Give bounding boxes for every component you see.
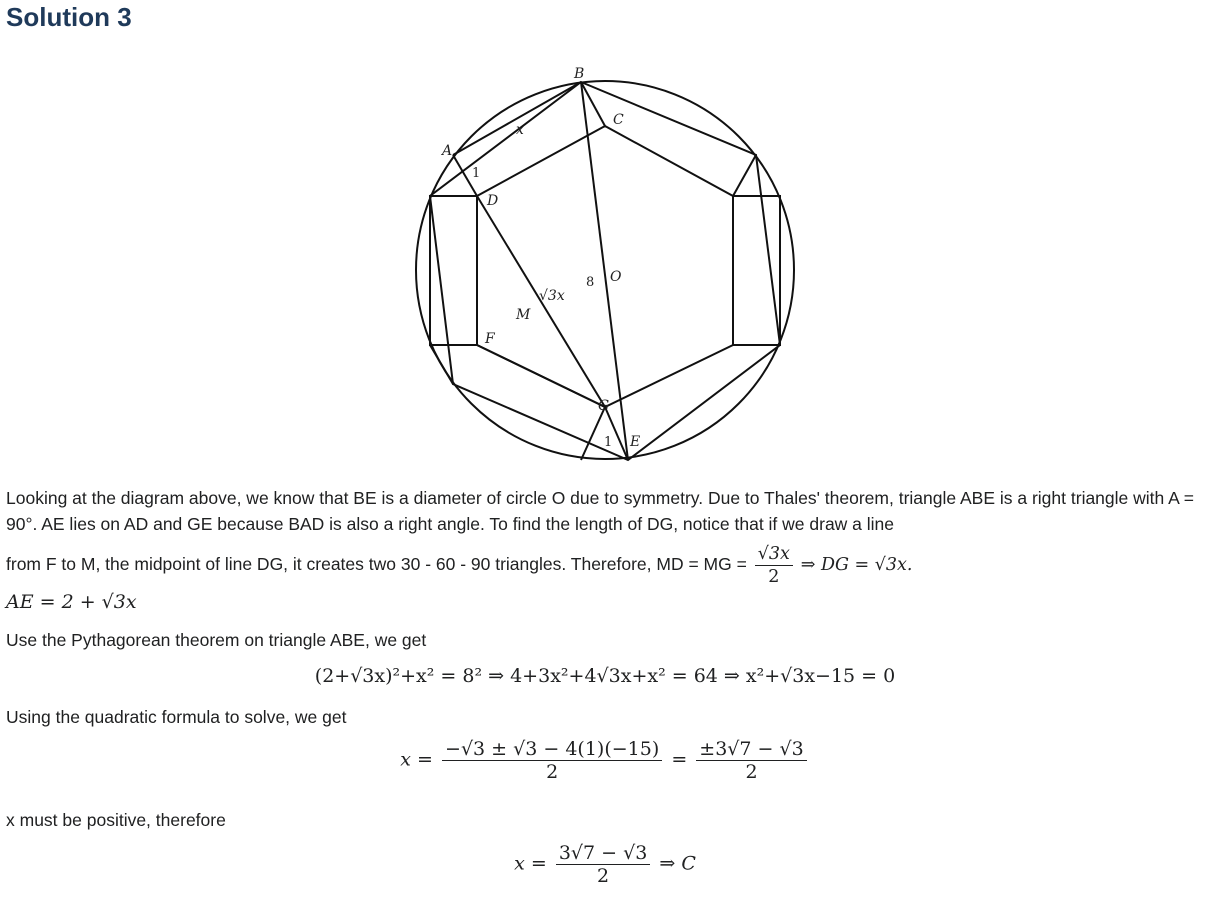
label-a: A [442, 143, 453, 159]
final-fraction-den: 2 [597, 865, 610, 887]
midpoint-text: from F to M, the midpoint of line DG, it creates two 30 - 60 - 90 triangles. Therefore, MD = MG = [6, 554, 747, 574]
final-fraction-num: 3√7 − √3 [556, 842, 650, 865]
md-fraction-num: √3x [755, 543, 793, 566]
paragraph-thales: Looking at the diagram above, we know that BE is a diameter of circle O due to symmetry. Due to Thales' theorem, triangle ABE is a right triangle with A = 90°. AE lies on AD and GE because BAD is also a right angle. To find the length of DG, notice that if we draw a line [6, 488, 1194, 534]
paragraph-pythagorean: Use the Pythagorean theorem on triangle ABE, we get [6, 630, 427, 650]
label-e: E [630, 434, 641, 450]
segment-cr [733, 155, 756, 196]
paragraph-quadratic: Using the quadratic formula to solve, we get [6, 707, 347, 727]
segment-ab [453, 82, 581, 155]
dg-result: ⇒ DG = √3x. [800, 555, 913, 575]
paragraph-positive: x must be positive, therefore [6, 810, 226, 830]
label-c: C [613, 112, 624, 128]
label-o: O [610, 269, 622, 285]
quadratic-fraction-2-num: ±3√7 − √3 [696, 738, 806, 761]
label-m: M [516, 307, 531, 323]
final-lhs: x = [514, 852, 547, 875]
ae-equation: AE = 2 + √3x [6, 591, 137, 613]
quadratic-fraction-1-den: 2 [546, 761, 559, 783]
label-g: G [598, 398, 610, 414]
quadratic-equals: = [671, 748, 688, 771]
label-one-bottom: 1 [604, 435, 613, 450]
left-rectangle [430, 196, 477, 345]
quadratic-lhs: x = [400, 748, 433, 771]
label-d: D [487, 193, 499, 209]
md-fraction [755, 543, 793, 588]
quadratic-fraction-1 [442, 738, 662, 783]
quadratic-fraction-2 [696, 738, 806, 783]
label-f: F [485, 331, 495, 347]
inner-hexagon [477, 126, 733, 407]
final-answer: ⇒ C [659, 852, 696, 875]
md-fraction-den: 2 [768, 566, 780, 587]
final-fraction [556, 842, 650, 887]
geometry-diagram [405, 62, 805, 467]
paragraph-midpoint [6, 536, 1202, 593]
segment-gb2 [581, 407, 605, 460]
label-b: B [574, 66, 585, 82]
right-rectangle [733, 196, 780, 345]
label-one-top: 1 [472, 166, 481, 181]
quadratic-fraction-2-den: 2 [745, 761, 758, 783]
label-x: x [516, 122, 524, 138]
solution-heading: Solution 3 [6, 2, 132, 32]
quadratic-fraction-1-num: −√3 ± √3 − 4(1)(−15) [442, 738, 662, 761]
label-eight: 8 [586, 275, 595, 290]
equation-quadratic [0, 738, 1210, 783]
equation-pythagorean: (2+√3x)²+x² = 8² ⇒ 4+3x²+4√3x+x² = 64 ⇒ x²+√3x−15 = 0 [314, 665, 896, 687]
label-sqrt3x: √3x [539, 288, 565, 304]
equation-final [0, 842, 1210, 887]
